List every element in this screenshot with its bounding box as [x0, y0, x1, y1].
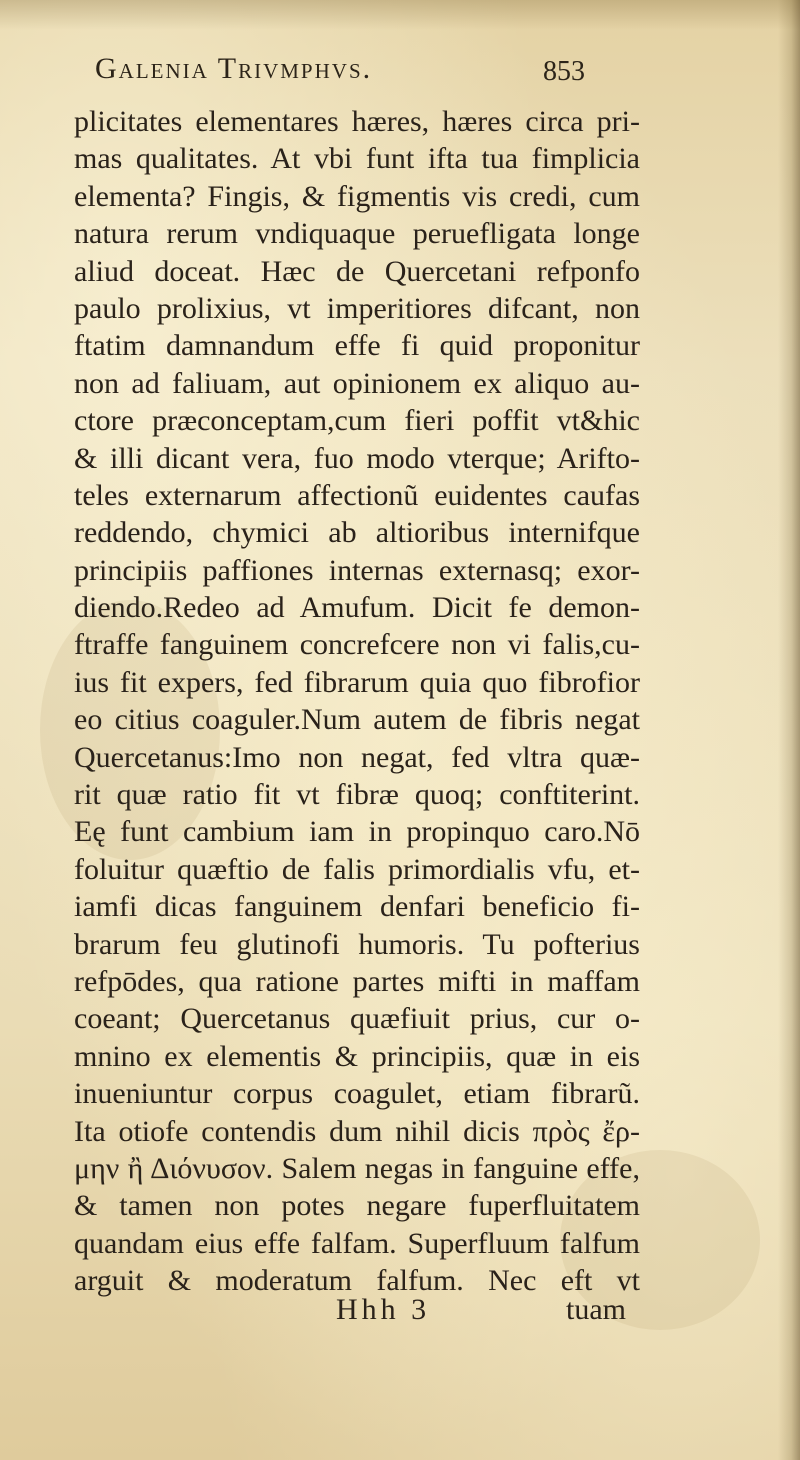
text-line: ius fit expers, fed fibrarum quia quo fibrofior: [74, 665, 640, 699]
text-line: foluitur quæftio de falis primordialis vfu, et-: [74, 852, 640, 886]
text-line: Ita otiofe contendis dum nihil dicis πρὸς ἔρ-: [74, 1114, 640, 1148]
page-top-shadow: [0, 0, 800, 30]
page-number: 853: [543, 56, 585, 87]
text-line: teles externarum affectionũ euidentes caufas: [74, 478, 640, 512]
text-line: arguit & moderatum falfum. Nec eft vt: [74, 1264, 640, 1298]
text-line: Eę funt cambium iam in propinquo caro.Nō: [74, 815, 640, 849]
text-line: coeant; Quercetanus quæfiuit prius, cur o-: [74, 1002, 640, 1036]
signature-mark: Hhh 3: [336, 1293, 431, 1326]
text-line: non ad faliuam, aut opinionem ex aliquo au-: [74, 366, 640, 400]
text-line: & tamen non potes negare fuperfluitatem: [74, 1189, 640, 1223]
text-line: inueniuntur corpus coagulet, etiam fibrarũ.: [74, 1077, 640, 1111]
text-line: ctore præconceptam,cum fieri poffit vt&hic: [74, 404, 640, 438]
text-line: ftatim damnandum effe fi quid proponitur: [74, 329, 640, 363]
text-line: diendo.Redeo ad Amufum. Dicit fe demon-: [74, 591, 640, 625]
text-line: elementa? Fingis, & figmentis vis credi, cum: [74, 179, 640, 213]
text-line: iamfi dicas fanguinem denfari beneficio fi-: [74, 890, 640, 924]
text-line: mnino ex elementis & principiis, quæ in eis: [74, 1039, 640, 1073]
running-title: Galenia Trivmphvs.: [95, 52, 373, 85]
catchword: tuam: [566, 1293, 626, 1326]
text-line: mas qualitates. At vbi funt ifta tua fimplicia: [74, 142, 640, 176]
body-text: [74, 103, 640, 1300]
text-line: principiis paffiones internas externasq; exor-: [74, 553, 640, 587]
text-line: natura rerum vndiquaque peruefligata longe: [74, 217, 640, 251]
text-line: paulo prolixius, vt imperitiores difcant, non: [74, 291, 640, 325]
text-line: quandam eius effe falfam. Superfluum falfum: [74, 1226, 640, 1260]
text-line: eo citius coaguler.Num autem de fibris negat: [74, 703, 640, 737]
text-line: aliud doceat. Hæc de Quercetani refponfo: [74, 254, 640, 288]
text-line: μην ἢ Διόνυσον. Salem negas in fanguine effe,: [74, 1151, 640, 1185]
page-footer: [74, 1293, 640, 1331]
text-line: refpōdes, qua ratione partes mifti in maffam: [74, 964, 640, 998]
text-line: & illi dicant vera, fuo modo vterque; Arifto-: [74, 441, 640, 475]
text-line: ftraffe fanguinem concrefcere non vi falis,cu-: [74, 628, 640, 662]
text-line: plicitates elementares hæres, hæres circa pri-: [74, 105, 640, 138]
page-binding-shadow: [778, 0, 800, 1460]
text-line: brarum feu glutinofi humoris. Tu pofterius: [74, 927, 640, 961]
page-header: [95, 50, 635, 90]
text-line: Quercetanus:Imo non negat, fed vltra quæ-: [74, 740, 640, 774]
text-line: rit quæ ratio fit vt fibræ quoq; conftiterint.: [74, 778, 640, 812]
text-line: reddendo, chymici ab altioribus internifque: [74, 516, 640, 550]
